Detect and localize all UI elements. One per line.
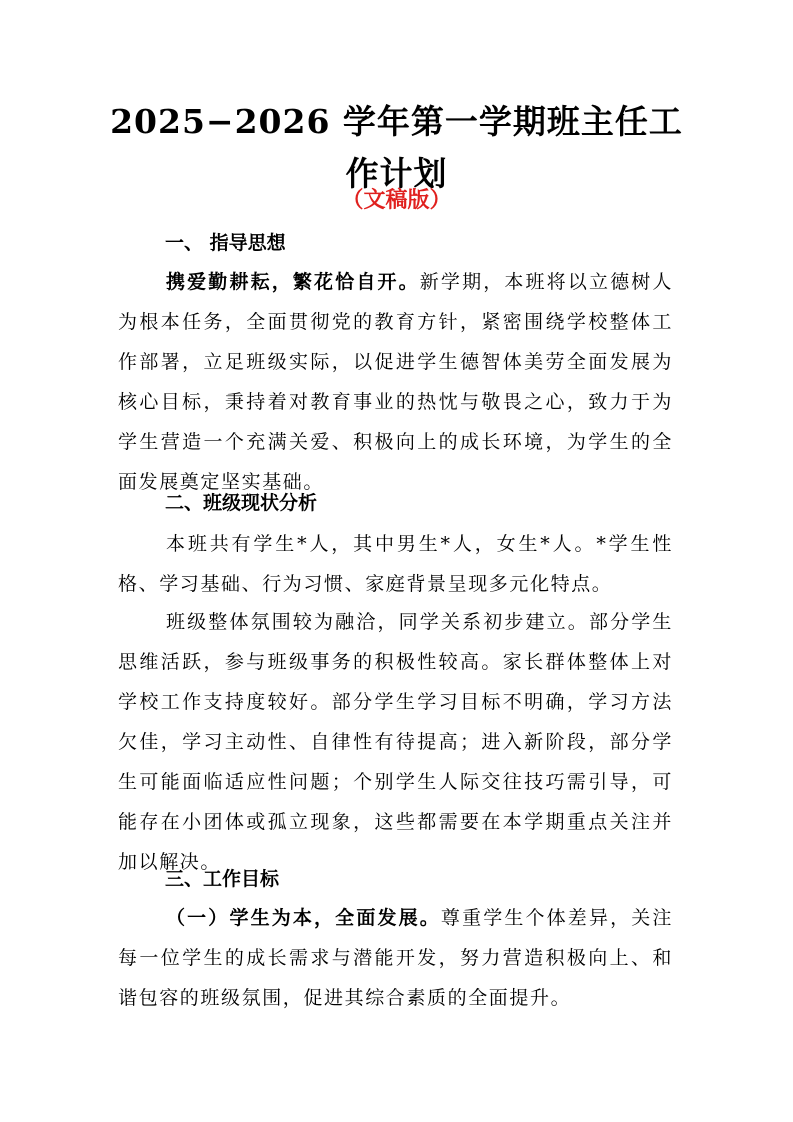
paragraph-goal-1	[118, 898, 673, 1018]
paragraph-body: 本班共有学生*人，其中男生*人，女生*人。*学生性格、学习基础、行为习惯、家庭背景呈现多元化特点。	[118, 533, 673, 595]
document-subtitle: （文稿版）	[341, 187, 452, 213]
document-title: 2025−2026 学年第一学期班主任工作计划	[110, 102, 683, 193]
paragraph-body: 尊重学生个体差异，关注每一位学生的成长需求与潜能开发，努力营造积极向上、和谐包容的班级氛围，促进其综合素质的全面提升。	[118, 907, 673, 1009]
paragraph-body: 新学期，本班将以立德树人为根本任务，全面贯彻党的教育方针，紧密围绕学校整体工作部署，立足班级实际，以促进学生德智体美劳全面发展为核心目标，秉持着对教育事业的热忱与敬畏之心，致力于为学生营造一个充满关爱、积极向上的成长环境，为学生的全面发展奠定坚实基础。	[118, 271, 674, 493]
paragraph-guiding-ideology	[118, 262, 673, 502]
section-heading-1: 一、 指导思想	[165, 232, 286, 254]
paragraph-lead: （一）学生为本，全面发展。	[166, 907, 441, 929]
section-heading-3: 三、工作目标	[165, 868, 280, 890]
paragraph-class-analysis	[118, 602, 673, 882]
paragraph-body: 班级整体氛围较为融洽，同学关系初步建立。部分学生思维活跃，参与班级事务的积极性较高。家长群体整体上对学校工作支持度较好。部分学生学习目标不明确，学习方法欠佳，学习主动性、自律性有待提高；进入新阶段，部分学生可能面临适应性问题；个别学生人际交往技巧需引导，可能存在小团体或孤立现象，这些都需要在本学期重点关注并加以解决。	[118, 611, 673, 873]
paragraph-lead: 携爱勤耕耘，繁花恰自开。	[166, 271, 420, 293]
paragraph-class-size	[118, 524, 673, 604]
section-heading-2: 二、班级现状分析	[165, 492, 318, 514]
